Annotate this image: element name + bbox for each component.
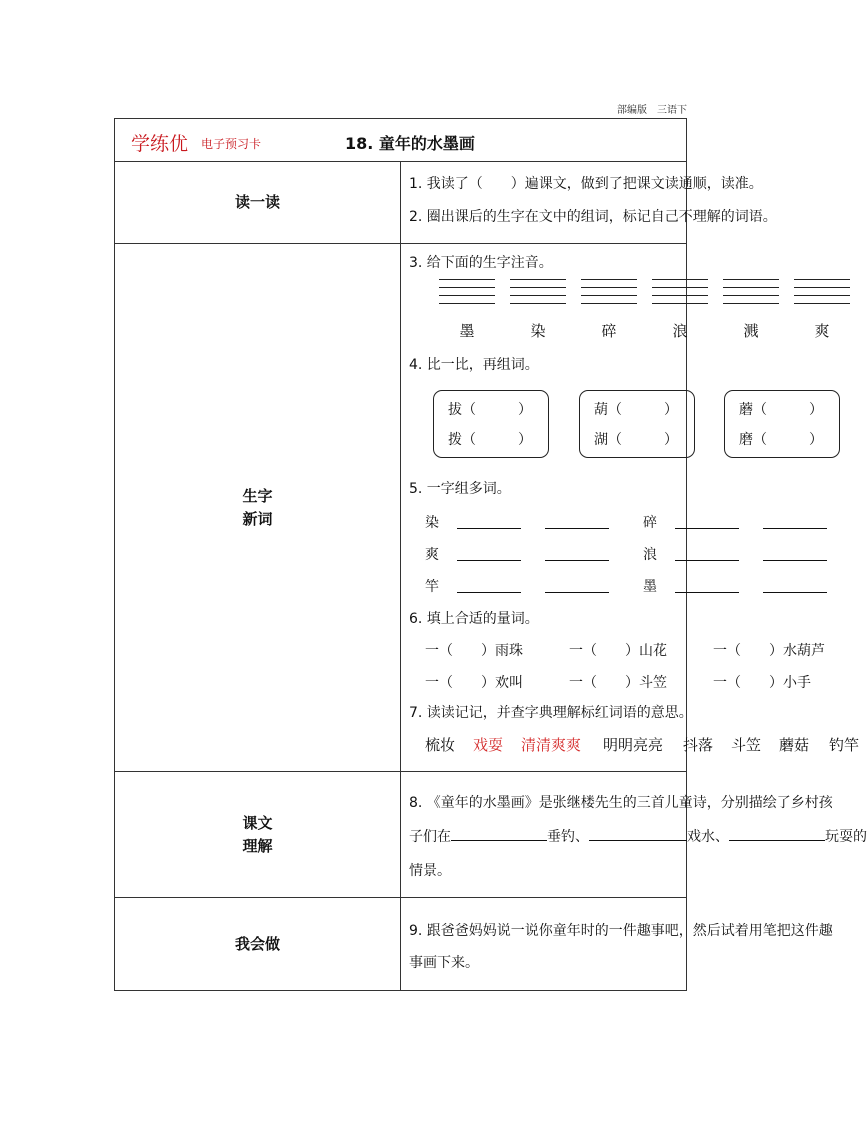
edition-info — [617, 101, 687, 116]
section-label-understand — [115, 772, 401, 898]
multi-char: 竿 — [425, 579, 439, 595]
pinyin-char: 墨 — [459, 322, 475, 340]
pinyin-lines — [794, 272, 850, 304]
pinyin-lines — [723, 272, 779, 304]
compare-item: 葫（ ） — [594, 402, 678, 418]
pinyin-char: 浪 — [672, 322, 688, 340]
question-5: 5. 一字组多词。 — [409, 481, 511, 497]
q8-text: 玩耍的 — [825, 829, 867, 845]
label-line: 生字 — [242, 486, 273, 505]
question-2: 2. 圈出课后的生字在文中的组词，标记自己不理解的词语。 — [409, 209, 777, 225]
question-7: 7. 读读记记，并查字典理解标红词语的意思。 — [409, 705, 693, 721]
compare-box — [724, 390, 840, 458]
measure-item: 一（ ）水葫芦 — [713, 643, 825, 659]
label-line: 理解 — [242, 836, 273, 855]
compare-box — [579, 390, 695, 458]
edition-grade: 三语下 — [657, 105, 687, 116]
pinyin-char: 溅 — [743, 322, 759, 340]
section-words — [401, 244, 860, 772]
q8-text: 垂钓、 — [547, 829, 589, 845]
vocab-word: 抖落 — [683, 736, 714, 754]
pinyin-lines — [652, 272, 708, 304]
compare-item: 拔（ ） — [448, 402, 532, 418]
section-label-do: 我会做 — [115, 898, 401, 991]
multi-char: 浪 — [643, 547, 657, 563]
multi-char: 墨 — [643, 579, 657, 595]
vocab-word: 斗笠 — [731, 736, 762, 754]
compare-box — [433, 390, 549, 458]
multi-char: 染 — [425, 515, 439, 531]
vocab-word-highlighted: 戏耍 — [473, 736, 504, 754]
question-8-line: 8. 《童年的水墨画》是张继楼先生的三首儿童诗，分别描绘了乡村孩 — [409, 795, 833, 811]
pinyin-char: 染 — [530, 322, 546, 340]
question-1: 1. 我读了（ ）遍课文，做到了把课文读通顺，读准。 — [409, 176, 763, 192]
measure-item: 一（ ）斗笠 — [569, 675, 667, 691]
card-header — [115, 119, 687, 162]
question-8-line — [409, 826, 867, 846]
pinyin-lines — [510, 272, 566, 304]
compare-item: 蘑（ ） — [739, 402, 823, 418]
question-8-line: 情景。 — [409, 863, 451, 879]
question-9-line: 9. 跟爸爸妈妈说一说你童年时的一件趣事吧，然后试着用笔把这件趣 — [409, 923, 833, 939]
vocab-word: 钓竿 — [829, 736, 860, 754]
pinyin-char: 爽 — [814, 322, 830, 340]
q8-text: 戏水、 — [687, 829, 729, 845]
compare-item: 湖（ ） — [594, 432, 678, 448]
brand-subtitle: 电子预习卡 — [201, 137, 262, 151]
section-label-read: 读一读 — [115, 162, 401, 244]
measure-item: 一（ ）山花 — [569, 643, 667, 659]
question-6: 6. 填上合适的量词。 — [409, 611, 539, 627]
measure-item: 一（ ）小手 — [713, 675, 811, 691]
section-label-words — [115, 244, 401, 772]
pinyin-lines — [581, 272, 637, 304]
vocab-word: 蘑菇 — [779, 736, 810, 754]
preview-card-table — [114, 118, 867, 991]
q8-text: 子们在 — [409, 829, 451, 845]
fill-blank — [729, 828, 825, 841]
section-do — [401, 898, 833, 991]
label-line: 课文 — [242, 813, 273, 832]
question-3: 3. 给下面的生字注音。 — [409, 255, 553, 271]
compare-item: 磨（ ） — [739, 432, 823, 448]
pinyin-lines — [439, 272, 495, 304]
lesson-title: 18. 童年的水墨画 — [345, 134, 475, 153]
compare-item: 拨（ ） — [448, 432, 532, 448]
vocab-word-highlighted: 清清爽爽 — [521, 736, 582, 754]
question-9-line: 事画下来。 — [409, 955, 479, 971]
label-line: 新词 — [242, 509, 273, 528]
measure-item: 一（ ）欢叫 — [425, 675, 523, 691]
pinyin-char: 碎 — [601, 322, 617, 340]
brand-logo-text: 学练优 — [131, 133, 189, 155]
section-read — [401, 162, 777, 244]
measure-item: 一（ ）雨珠 — [425, 643, 523, 659]
vocab-word: 梳妆 — [425, 736, 456, 754]
fill-blank — [451, 828, 547, 841]
question-4: 4. 比一比，再组词。 — [409, 357, 539, 373]
fill-blank — [589, 828, 687, 841]
section-understand — [401, 772, 867, 898]
multi-char: 爽 — [425, 547, 439, 563]
edition-publisher: 部编版 — [617, 105, 647, 116]
vocab-word: 明明亮亮 — [603, 736, 664, 754]
multi-char: 碎 — [643, 515, 657, 531]
